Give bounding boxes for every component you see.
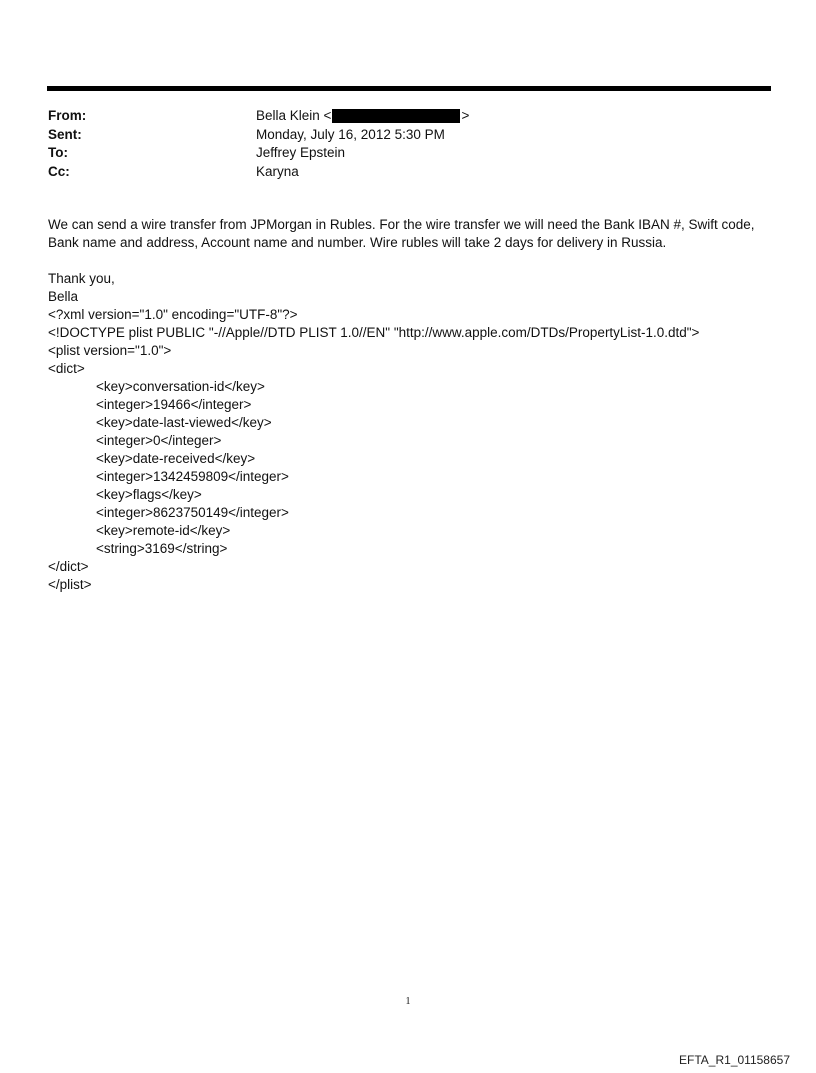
sent-value: Monday, July 16, 2012 5:30 PM	[256, 126, 445, 142]
plist-line: <key>remote-id</key>	[96, 523, 231, 538]
to-row	[48, 144, 748, 163]
from-name: Bella Klein <	[256, 108, 332, 123]
plist-line: <key>flags</key>	[96, 487, 202, 502]
from-row	[48, 107, 748, 126]
cc-value: Karyna	[256, 163, 299, 179]
plist-line: <key>date-last-viewed</key>	[96, 415, 272, 430]
body-line-1: We can send a wire transfer from JPMorgan in Rubles. For the wire transfer we will need the Bank IBAN #, Swift code,	[48, 217, 755, 232]
plist-line: <integer>0</integer>	[96, 433, 222, 448]
redaction-box	[332, 109, 460, 123]
header-divider	[47, 86, 771, 91]
from-value	[256, 107, 469, 126]
plist-line: </plist>	[48, 577, 92, 592]
plist-line: <string>3169</string>	[96, 541, 228, 556]
body-line-2: Bank name and address, Account name and number. Wire rubles will take 2 days for delivery in Russia.	[48, 235, 667, 250]
plist-line: </dict>	[48, 559, 89, 574]
plist-line: <!DOCTYPE plist PUBLIC "-//Apple//DTD PLIST 1.0//EN" "http://www.apple.com/DTDs/PropertyList-1.0.dtd">	[48, 325, 700, 340]
plist-line: <integer>1342459809</integer>	[96, 469, 289, 484]
plist-line: <plist version="1.0">	[48, 343, 172, 358]
sent-label: Sent:	[48, 126, 82, 142]
sent-row	[48, 126, 748, 145]
signature: Bella	[48, 289, 79, 304]
plist-line: <integer>19466</integer>	[96, 397, 252, 412]
to-label: To:	[48, 145, 68, 160]
document-id: EFTA_R1_01158657	[679, 1053, 790, 1067]
cc-label: Cc:	[48, 163, 70, 179]
plist-line: <key>conversation-id</key>	[96, 379, 265, 394]
closing: Thank you,	[48, 271, 115, 286]
from-bracket-close: >	[461, 108, 470, 123]
to-value: Jeffrey Epstein	[256, 145, 346, 160]
cc-row	[48, 163, 748, 182]
email-header	[48, 107, 748, 181]
paragraph-gap	[48, 252, 768, 270]
plist-line: <?xml version="1.0" encoding="UTF-8"?>	[48, 307, 298, 322]
from-label: From:	[48, 108, 87, 123]
plist-line: <key>date-received</key>	[96, 451, 256, 466]
email-body	[48, 216, 768, 594]
plist-line: <dict>	[48, 361, 85, 376]
plist-line: <integer>8623750149</integer>	[96, 505, 289, 520]
page-number: 1	[405, 996, 411, 1007]
